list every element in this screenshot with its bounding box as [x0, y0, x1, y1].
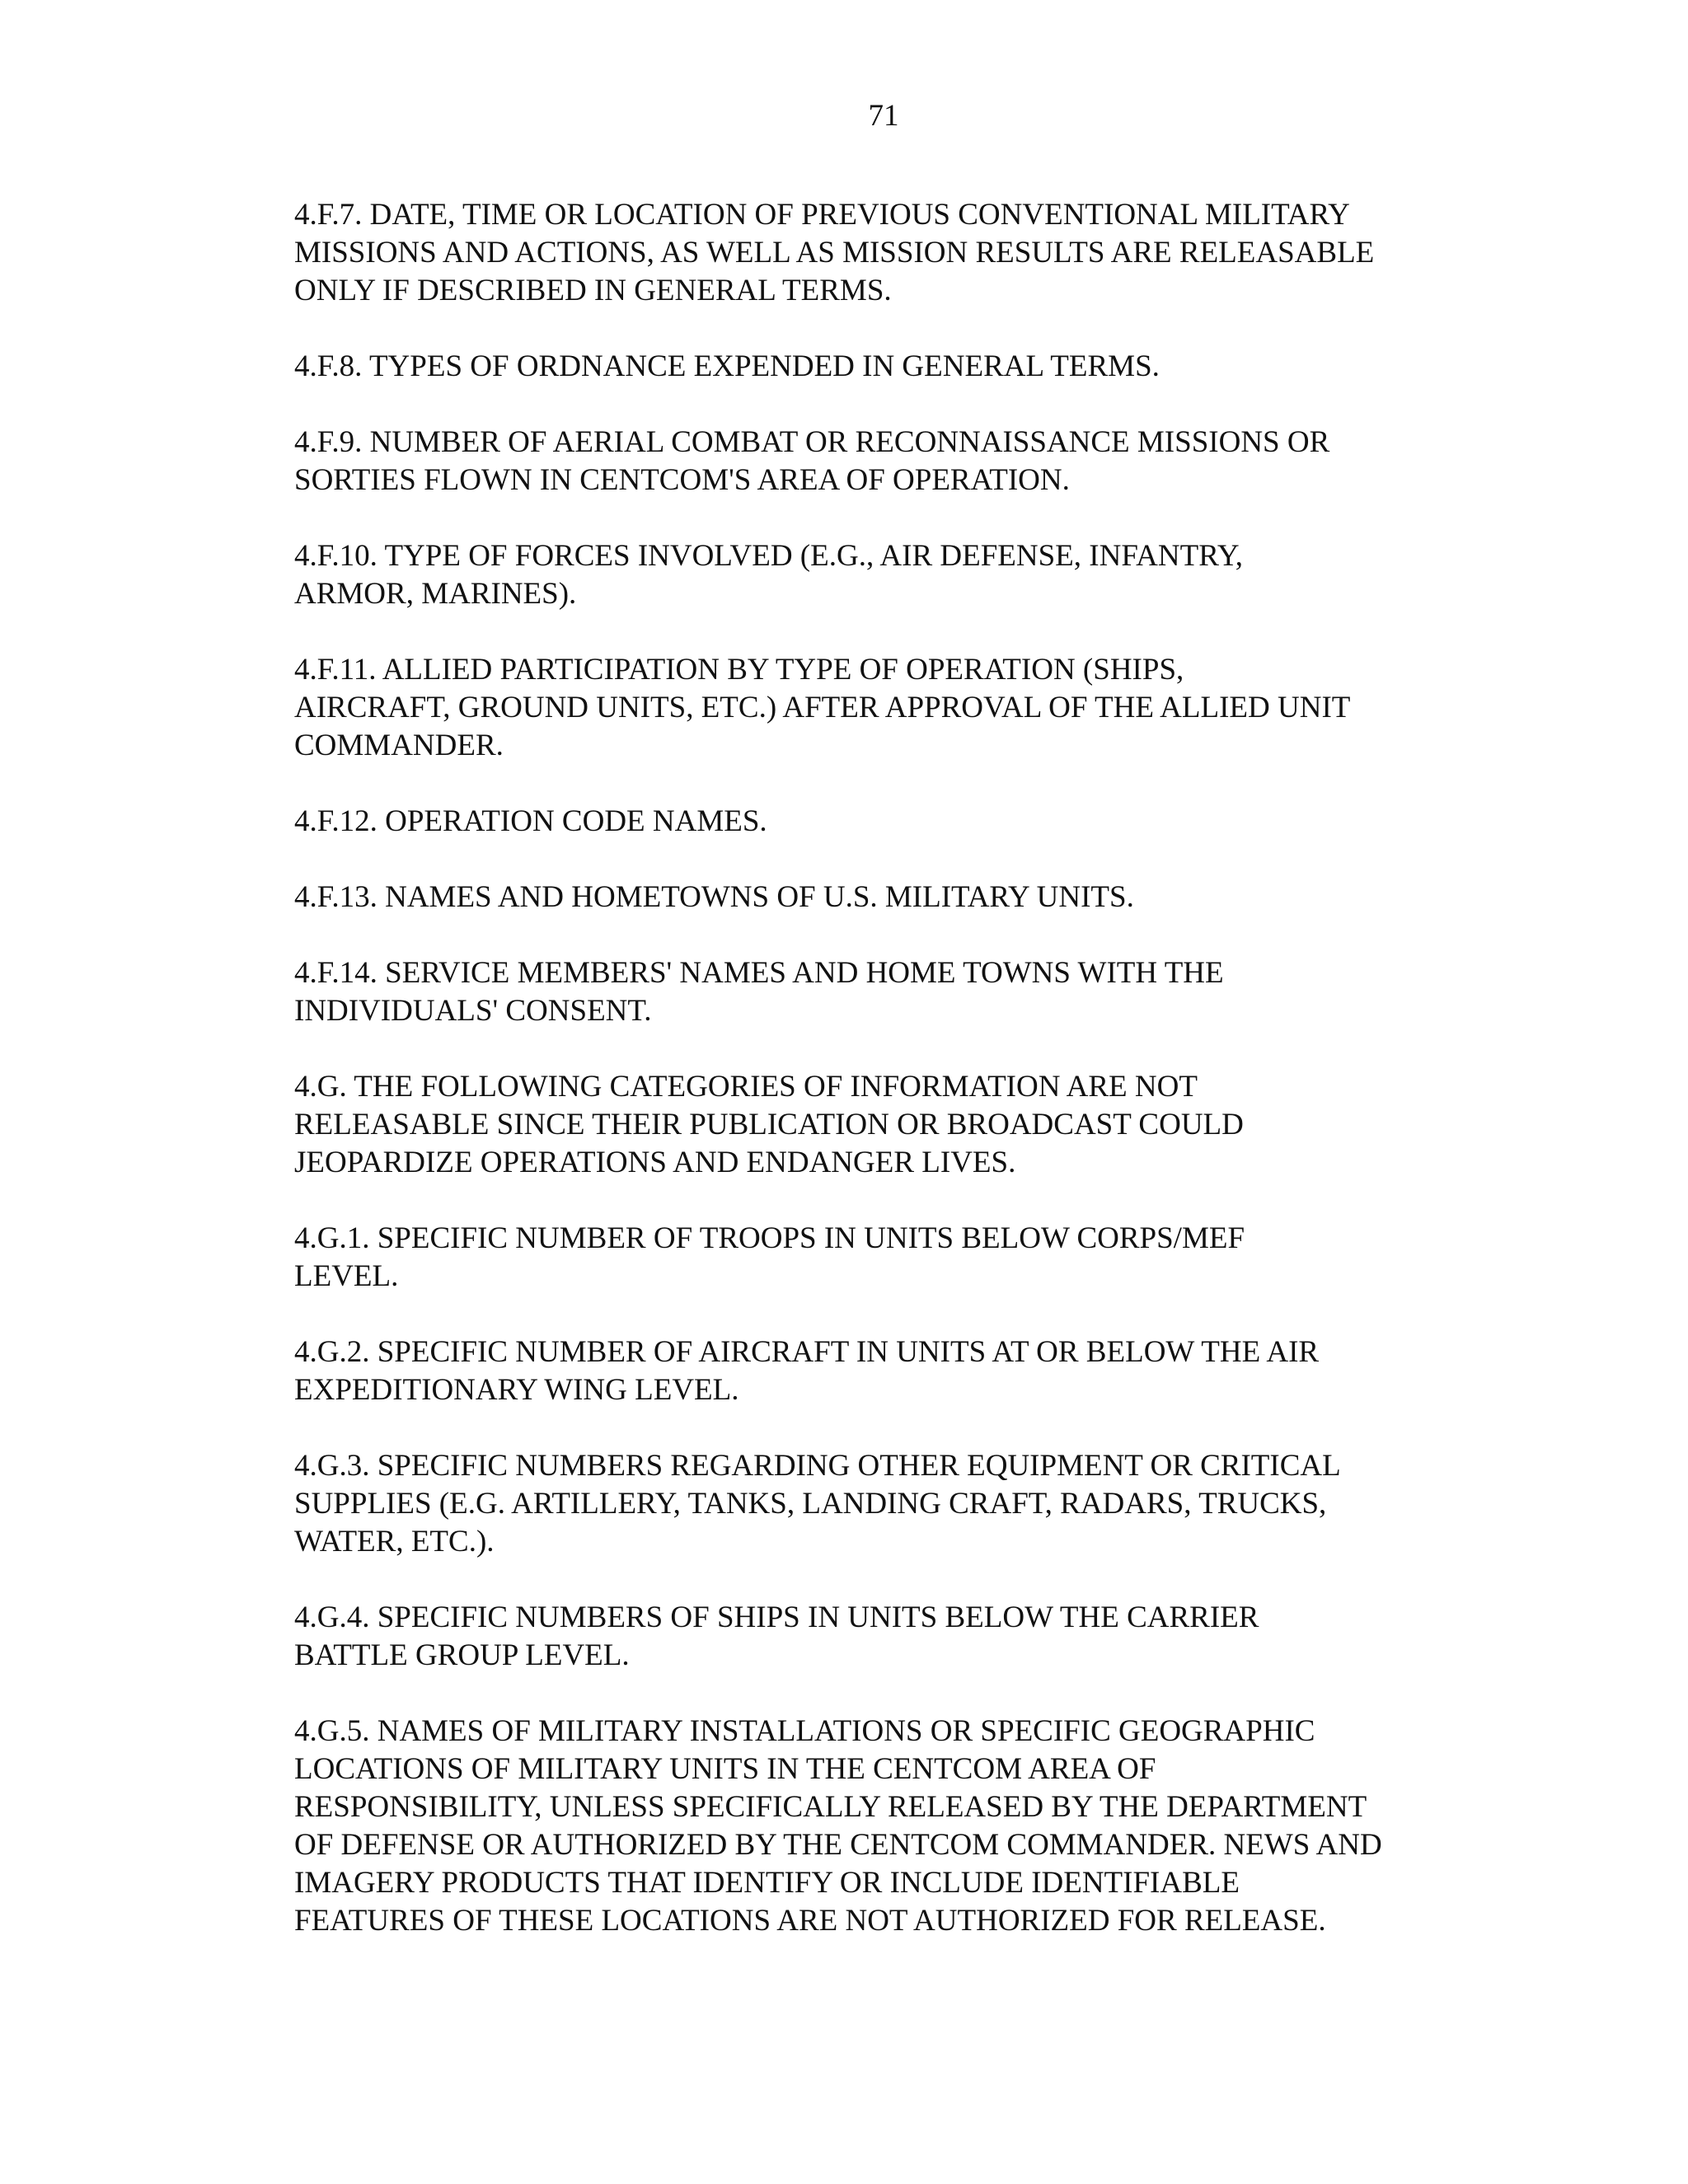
text-line: 4.F.9. NUMBER OF AERIAL COMBAT OR RECONNAISSANCE MISSIONS OR	[294, 425, 1330, 459]
paragraph-4-f-13	[294, 879, 1498, 916]
text-line: INDIVIDUALS' CONSENT.	[294, 994, 652, 1028]
text-line: 4.G.1. SPECIFIC NUMBER OF TROOPS IN UNITS BELOW CORPS/MEF	[294, 1221, 1245, 1255]
text-line: LEVEL.	[294, 1259, 399, 1293]
paragraph-4-f-14	[294, 954, 1498, 1030]
text-line: 4.F.13. NAMES AND HOMETOWNS OF U.S. MILITARY UNITS.	[294, 880, 1134, 914]
paragraph-4-f-7	[294, 196, 1498, 310]
text-line: 4.F.14. SERVICE MEMBERS' NAMES AND HOME TOWNS WITH THE	[294, 956, 1224, 990]
paragraph-4-f-9	[294, 424, 1498, 499]
text-line: 4.F.8. TYPES OF ORDNANCE EXPENDED IN GENERAL TERMS.	[294, 349, 1160, 383]
text-line: LOCATIONS OF MILITARY UNITS IN THE CENTCOM AREA OF	[294, 1752, 1156, 1786]
paragraph-4-f-12	[294, 803, 1498, 841]
paragraph-4-g-4	[294, 1599, 1498, 1675]
paragraph-4-g-1	[294, 1220, 1498, 1296]
paragraph-4-f-10	[294, 537, 1498, 613]
text-line: WATER, ETC.).	[294, 1525, 495, 1558]
text-line: 4.G.4. SPECIFIC NUMBERS OF SHIPS IN UNITS BELOW THE CARRIER	[294, 1601, 1259, 1634]
text-line: 4.F.12. OPERATION CODE NAMES.	[294, 804, 767, 838]
text-line: MISSIONS AND ACTIONS, AS WELL AS MISSION RESULTS ARE RELEASABLE	[294, 236, 1375, 269]
text-line: 4.G. THE FOLLOWING CATEGORIES OF INFORMATION ARE NOT	[294, 1070, 1198, 1104]
text-line: IMAGERY PRODUCTS THAT IDENTIFY OR INCLUDE IDENTIFIABLE	[294, 1866, 1240, 1900]
text-line: 4.F.11. ALLIED PARTICIPATION BY TYPE OF OPERATION (SHIPS,	[294, 653, 1184, 687]
paragraph-4-g	[294, 1068, 1498, 1182]
text-line: SORTIES FLOWN IN CENTCOM'S AREA OF OPERATION.	[294, 463, 1070, 497]
paragraph-4-f-11	[294, 651, 1498, 765]
text-line: JEOPARDIZE OPERATIONS AND ENDANGER LIVES.	[294, 1146, 1016, 1179]
text-line: 4.G.3. SPECIFIC NUMBERS REGARDING OTHER EQUIPMENT OR CRITICAL	[294, 1449, 1341, 1483]
text-line: FEATURES OF THESE LOCATIONS ARE NOT AUTHORIZED FOR RELEASE.	[294, 1904, 1326, 1938]
text-line: EXPEDITIONARY WING LEVEL.	[294, 1373, 739, 1407]
text-line: ARMOR, MARINES).	[294, 577, 577, 611]
paragraph-4-g-2	[294, 1333, 1498, 1409]
text-line: ONLY IF DESCRIBED IN GENERAL TERMS.	[294, 274, 892, 307]
page-number: 71	[868, 99, 899, 133]
text-line: COMMANDER.	[294, 729, 504, 762]
text-line: BATTLE GROUP LEVEL.	[294, 1638, 630, 1672]
paragraph-4-g-3	[294, 1447, 1498, 1561]
text-line: RESPONSIBILITY, UNLESS SPECIFICALLY RELEASED BY THE DEPARTMENT	[294, 1790, 1367, 1824]
paragraph-4-f-8	[294, 348, 1498, 386]
text-line: 4.G.2. SPECIFIC NUMBER OF AIRCRAFT IN UNITS AT OR BELOW THE AIR	[294, 1335, 1320, 1369]
text-line: 4.F.7. DATE, TIME OR LOCATION OF PREVIOUS CONVENTIONAL MILITARY	[294, 198, 1350, 232]
text-line: 4.G.5. NAMES OF MILITARY INSTALLATIONS OR SPECIFIC GEOGRAPHIC	[294, 1714, 1315, 1748]
text-line: RELEASABLE SINCE THEIR PUBLICATION OR BROADCAST COULD	[294, 1108, 1244, 1141]
document-body	[294, 196, 1498, 1978]
text-line: AIRCRAFT, GROUND UNITS, ETC.) AFTER APPROVAL OF THE ALLIED UNIT	[294, 691, 1351, 724]
paragraph-4-g-5	[294, 1713, 1498, 1940]
text-line: OF DEFENSE OR AUTHORIZED BY THE CENTCOM COMMANDER. NEWS AND	[294, 1828, 1382, 1862]
text-line: SUPPLIES (E.G. ARTILLERY, TANKS, LANDING CRAFT, RADARS, TRUCKS,	[294, 1487, 1327, 1521]
text-line: 4.F.10. TYPE OF FORCES INVOLVED (E.G., AIR DEFENSE, INFANTRY,	[294, 539, 1244, 573]
